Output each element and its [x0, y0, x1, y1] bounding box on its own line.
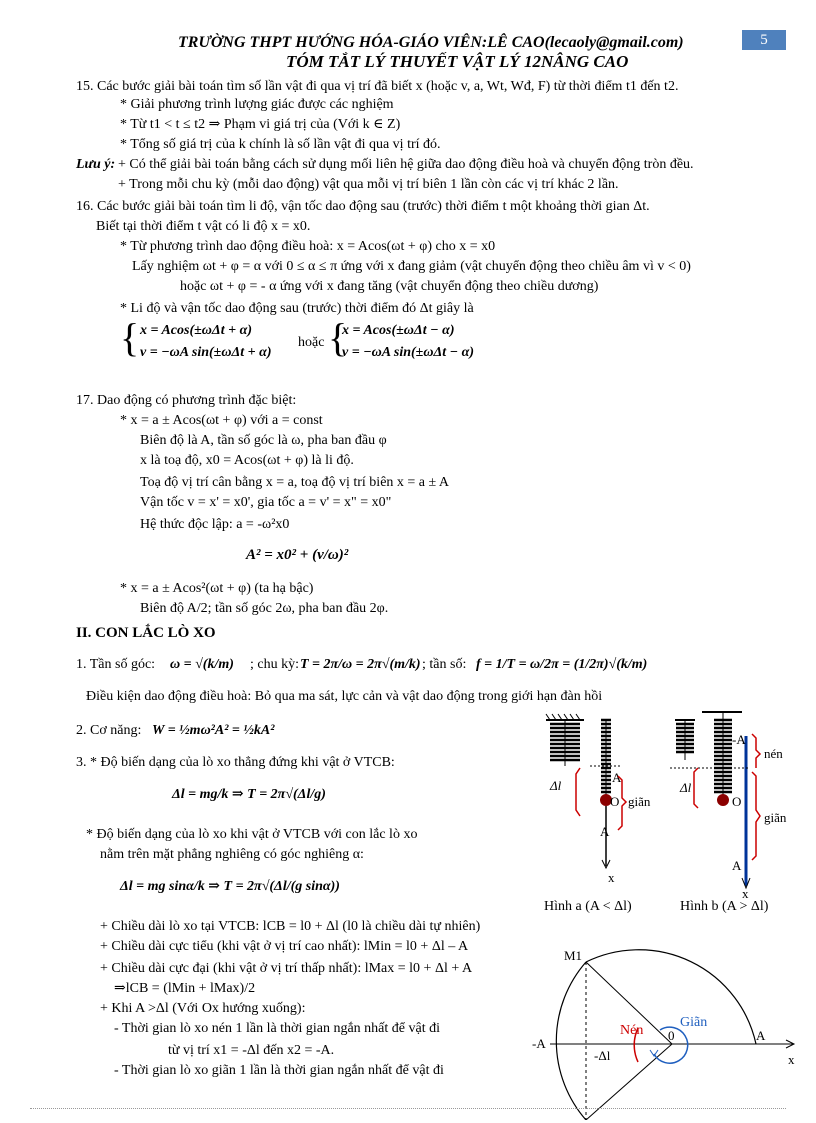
s17-a6: Hệ thức độc lập: a = -ω²x0	[140, 517, 290, 532]
f2-formula: W = ½mω²A² = ½kA²	[152, 723, 275, 738]
circle-M1: M1	[564, 948, 583, 963]
s16-b2: Lấy nghiệm ωt + φ = α với 0 ≤ α ≤ π ứng với x đang giảm (vật chuyển động theo chiều âm vì v < 0)	[132, 259, 691, 274]
l6: - Thời gian lò xo nén 1 lần là thời gian ngắn nhất để vật đi	[114, 1021, 440, 1036]
fig-b-nen: nén	[764, 746, 783, 761]
s15-b1: * Giải phương trình lượng giác được các nghiệm	[120, 97, 394, 112]
fig-b-O: O	[732, 794, 742, 809]
s17-a2: Biên độ là A, tần số góc là ω, pha ban đầu φ	[140, 433, 387, 448]
s2-heading: II. CON LẮC LÒ XO	[76, 625, 216, 641]
page-header-title: TRƯỜNG THPT HƯỚNG HÓA-GIÁO VIÊN:LÊ CAO(lecaoly@gmail.com)	[178, 34, 684, 51]
circle-negA: -A	[532, 1036, 546, 1051]
fig-b-x: x	[742, 886, 749, 901]
l7: từ vị trí x1 = -Δl đến x2 = -A.	[168, 1043, 335, 1058]
figure-a	[546, 714, 651, 885]
caption-a: Hình a (A < Δl)	[544, 899, 632, 914]
s2-cond: Điều kiện dao động điều hoà: Bỏ qua ma sát, lực cản và vật dao động trong giới hạn đàn hồi	[86, 689, 603, 704]
sys2-v: v = −ωA sin(±ωΔt − α)	[342, 345, 475, 360]
page-number: 5	[742, 30, 786, 50]
sys2-x: x = Acos(±ωΔt − α)	[342, 323, 455, 338]
circle-negdl: -Δl	[594, 1048, 611, 1063]
s16-b3: hoặc ωt + φ = - α ứng với x đang tăng (vật chuyển động theo chiều dương)	[180, 279, 599, 294]
fig-a-O: O	[610, 794, 620, 809]
s15-note-label: Lưu ý:	[76, 157, 116, 172]
l8: - Thời gian lò xo giãn 1 lần là thời gian ngắn nhất để vật đi	[114, 1063, 444, 1078]
f3-label: 3. * Độ biến dạng của lò xo thẳng đứng khi vật ở VTCB:	[76, 755, 395, 770]
fig-a-gian: giãn	[628, 794, 651, 809]
f1-label: 1. Tần số góc:	[76, 657, 156, 672]
caption-b: Hình b (A > Δl)	[680, 899, 769, 914]
f1-omega: ω = √(k/m)	[170, 657, 234, 672]
l2: + Chiều dài cực tiểu (khi vật ở vị trí cao nhất): lMin = l0 + Δl – A	[100, 939, 469, 954]
fig-b-dl: Δl	[680, 780, 692, 795]
fig-a-dl: Δl	[550, 778, 562, 793]
f3b-line2: nằm trên mặt phẳng nghiêng có góc nghiêng α:	[100, 847, 364, 862]
f3b-line1: * Độ biến dạng của lò xo khi vật ở VTCB với con lắc lò xo	[86, 827, 418, 842]
f1-period: T = 2π/ω = 2π√(m/k)	[300, 657, 421, 672]
s17-c1: * x = a ± Acos²(ωt + φ) (ta hạ bậc)	[120, 581, 314, 596]
s17-a5: Vận tốc v = x' = x0', gia tốc a = v' = x" = x0"	[140, 495, 392, 510]
l4: ⇒lCB = (lMin + lMax)/2	[114, 981, 256, 996]
fig-b-A: A	[732, 858, 742, 873]
f2-label: 2. Cơ năng:	[76, 723, 142, 738]
l1: + Chiều dài lò xo tại VTCB: lCB = l0 + Δl (l0 là chiều dài tự nhiên)	[100, 919, 481, 934]
s15-note1: + Có thể giải bài toán bằng cách sử dụng mối liên hệ giữa dao động điều hoà và chuyển động tròn đều.	[118, 157, 694, 172]
circle-zero: 0	[668, 1028, 675, 1043]
s17-a3: x là toạ độ, x0 = Acos(ωt + φ) là li độ.	[140, 453, 354, 468]
circle-A: A	[756, 1028, 766, 1043]
s17-line1: 17. Dao động có phương trình đặc biệt:	[76, 393, 297, 408]
sys1-v: v = −ωA sin(±ωΔt + α)	[140, 345, 272, 360]
mass-b	[717, 794, 729, 806]
s17-a1: * x = a ± Acos(ωt + φ) với a = const	[120, 413, 323, 428]
s15-b3: * Tổng số giá trị của k chính là số lần vật đi qua vị trí đó.	[120, 137, 441, 152]
f3-formula: Δl = mg/k ⇒ T = 2π√(Δl/g)	[172, 787, 326, 802]
fig-b-negA: -A	[732, 732, 746, 747]
sys1-x: x = Acos(±ωΔt + α)	[140, 323, 252, 338]
s16-line1: 16. Các bước giải bài toán tìm li độ, vận tốc dao động sau (trước) thời điểm t một khoảng thời gian Δt.	[76, 199, 650, 214]
brace-1: {	[120, 315, 140, 360]
spring-figures	[520, 706, 810, 926]
fig-b-gian: giãn	[764, 810, 787, 825]
s17-a7: A² = x0² + (v/ω)²	[246, 547, 349, 563]
s16-line2: Biết tại thời điểm t vật có li độ x = x0.	[96, 219, 311, 234]
circle-diagram	[524, 944, 804, 1120]
fig-a-A-bottom: A	[600, 824, 610, 839]
figure-b	[670, 712, 787, 901]
f1-freq-label: ; tần số:	[422, 657, 467, 672]
fig-a-x: x	[608, 870, 615, 885]
s15-b2: * Từ t1 < t ≤ t2 ⇒ Phạm vi giá trị của (Với k ∈ Z)	[120, 117, 401, 132]
l3: + Chiều dài cực đại (khi vật ở vị trí thấp nhất): lMax = l0 + Δl + A	[100, 961, 473, 976]
circle-nen: Nén	[620, 1023, 644, 1038]
s17-a4: Toạ độ vị trí cân bằng x = a, toạ độ vị trí biên x = a ± A	[140, 475, 450, 490]
circle-x: x	[788, 1052, 795, 1067]
s15-line1: 15. Các bước giải bài toán tìm số lần vật đi qua vị trí đã biết x (hoặc v, a, Wt, Wđ, F) từ thời điểm t1 đến t2.	[76, 79, 679, 94]
footer-divider	[30, 1108, 786, 1109]
f1-period-label: ; chu kỳ:	[250, 657, 299, 672]
s16-b1: * Từ phương trình dao động điều hoà: x = Acos(ωt + φ) cho x = x0	[120, 239, 496, 254]
f1-freq: f = 1/T = ω/2π = (1/2π)√(k/m)	[476, 657, 648, 672]
brace-2: {	[328, 315, 348, 360]
f3b-formula: Δl = mg sinα/k ⇒ T = 2π√(Δl/(g sinα))	[120, 879, 340, 894]
sys-or: hoặc	[298, 335, 325, 350]
s17-c2: Biên độ A/2; tần số góc 2ω, pha ban đầu 2φ.	[140, 601, 389, 616]
circle-gian: Giãn	[680, 1015, 708, 1030]
l5: + Khi A >Δl (Với Ox hướng xuống):	[100, 1001, 306, 1016]
page-header-subtitle: TÓM TẮT LÝ THUYẾT VẬT LÝ 12NÂNG CAO	[286, 52, 629, 71]
s15-note2: + Trong mỗi chu kỳ (mỗi dao động) vật qua mỗi vị trí biên 1 lần còn các vị trí khác 2 lần.	[118, 177, 619, 192]
fig-a-A-top: A	[612, 770, 622, 785]
s16-b4: * Li độ và vận tốc dao động sau (trước) thời điểm đó Δt giây là	[120, 301, 474, 316]
